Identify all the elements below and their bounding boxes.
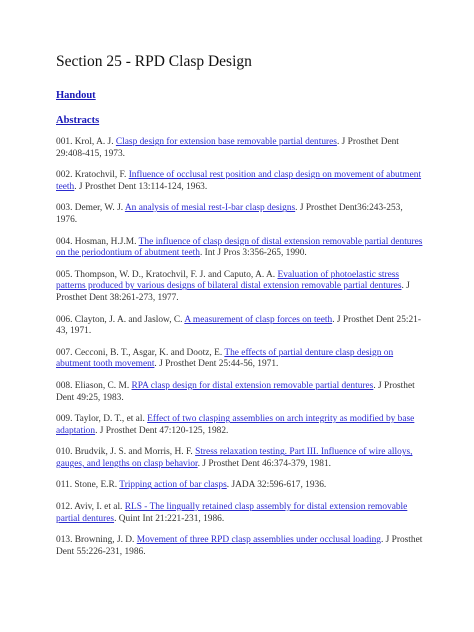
document-page	[56, 52, 426, 568]
reference-citation: . J Prosthet Dent 29:408-415, 1973.	[56, 137, 399, 159]
reference-authors: 012. Aviv, I. et al.	[56, 502, 125, 513]
reference-citation: . J Prosthet Dent 49:25, 1983.	[56, 380, 415, 403]
reference-item	[56, 270, 426, 305]
reference-item	[56, 480, 426, 492]
reference-item	[56, 137, 426, 160]
reference-citation: . J Prosthet Dent 38:261-273, 1977.	[56, 281, 410, 303]
reference-authors: 009. Taylor, D. T., et al.	[56, 414, 148, 425]
reference-title-link[interactable]: A measurement of clasp forces on teeth	[184, 314, 333, 325]
reference-item	[56, 203, 426, 226]
reference-authors: 001. Krol, A. J.	[56, 137, 116, 147]
handout-link[interactable]: Handout	[56, 90, 96, 101]
reference-authors: 008. Eliason, C. M.	[56, 380, 132, 391]
reference-item	[56, 535, 426, 558]
reference-authors: 005. Thompson, W. D., Kratochvil, F. J. and Caputo, A. A.	[56, 269, 278, 280]
reference-title-link[interactable]: The influence of clasp design of distal extension removable partial dentures on the periodontium of abutment teeth	[56, 236, 423, 259]
reference-item	[56, 348, 426, 371]
reference-item	[56, 170, 426, 193]
reference-citation: . J Prosthet Dent 25:44-56, 1971.	[154, 359, 279, 370]
reference-title-link[interactable]: Clasp design for extension base removable partial dentures	[115, 137, 337, 147]
reference-title-link[interactable]: Stress relaxation testing. Part III. Influence of wire alloys, gauges, and lengths on clasp behavior	[56, 447, 413, 469]
reference-authors: 006. Clayton, J. A. and Jaslow, C.	[56, 314, 185, 325]
reference-item	[56, 315, 426, 338]
reference-authors: 013. Browning, J. D.	[56, 535, 137, 546]
reference-title-link[interactable]: Tripping action of bar clasps	[119, 480, 227, 491]
reference-citation: . Quint Int 21:221-231, 1986.	[114, 513, 225, 524]
reference-title-link[interactable]: Movement of three RPD clasp assemblies under occlusal loading	[136, 535, 381, 546]
reference-citation: . Int J Pros 3:356-265, 1990.	[199, 248, 307, 259]
reference-item	[56, 502, 426, 525]
reference-authors: 003. Demer, W. J.	[56, 203, 125, 214]
reference-citation: . JADA 32:596-617, 1936.	[226, 480, 327, 491]
reference-item	[56, 414, 426, 437]
reference-citation: . J Prosthet Dent 25:21-43, 1971.	[56, 314, 421, 337]
reference-title-link[interactable]: Evaluation of photoelastic stress patterns produced by various designs of bilateral distal extension removable partial dentures	[56, 269, 402, 292]
reference-authors: 002. Kratochvil, F.	[56, 170, 129, 181]
reference-authors: 007. Cecconi, B. T., Asgar, K. and Dootz, E.	[56, 347, 225, 358]
reference-authors: 010. Brudvik, J. S. and Morris, H. F.	[56, 447, 196, 458]
reference-citation: . J Prosthet Dent36:243-253, 1976.	[56, 203, 403, 225]
reference-citation: . J Prosthet Dent 13:114-124, 1963.	[74, 181, 208, 192]
reference-title-link[interactable]: RPA clasp design for distal extension removable partial dentures	[131, 380, 374, 391]
abstracts-link[interactable]: Abstracts	[56, 115, 100, 126]
reference-authors: 011. Stone, E.R.	[56, 480, 120, 491]
reference-citation: . J Prosthet Dent 46:374-379, 1981.	[197, 458, 331, 469]
reference-citation: . J Prosthet Dent 55:226-231, 1986.	[56, 535, 423, 557]
page-title: Section 25 - RPD Clasp Design	[56, 53, 252, 70]
reference-title-link[interactable]: The effects of partial denture clasp design on abutment tooth movement	[56, 347, 394, 370]
reference-list	[56, 137, 426, 558]
reference-title-link[interactable]: Influence of occlusal rest position and clasp design on movement of abutment teeth	[56, 170, 422, 192]
reference-item	[56, 237, 426, 260]
reference-item	[56, 381, 426, 404]
reference-authors: 004. Hosman, H.J.M.	[56, 236, 139, 247]
reference-citation: . J Prosthet Dent 47:120-125, 1982.	[95, 425, 229, 436]
reference-title-link[interactable]: An analysis of mesial rest-I-bar clasp designs	[124, 203, 296, 214]
reference-title-link[interactable]: RLS - The lingually retained clasp assembly for distal extension removable partial dentures	[56, 502, 408, 524]
reference-item	[56, 447, 426, 470]
reference-title-link[interactable]: Effect of two clasping assemblies on arch integrity as modified by base adaptation	[56, 414, 415, 436]
